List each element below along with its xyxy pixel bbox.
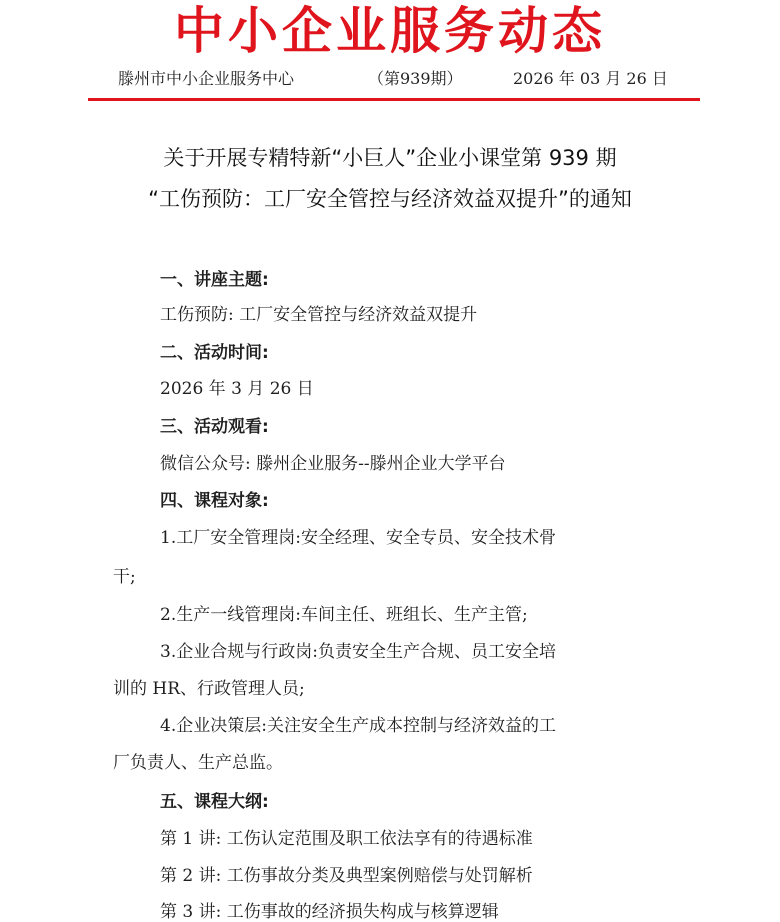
outline-lecture-3: 第 3 讲: 工伤事故的经济损失构成与核算逻辑 <box>160 902 499 922</box>
red-divider <box>88 98 700 101</box>
issue-line <box>118 66 698 92</box>
notice-title-line-2: “工伤预防：工厂安全管控与经济效益双提升”的通知 <box>148 187 632 211</box>
audience-item-1-cont: 干; <box>113 567 136 587</box>
audience-item-2: 2.生产一线管理岗:车间主任、班组长、生产主管; <box>160 605 528 625</box>
issue-date: 2026 年 03 月 26 日 <box>513 69 668 88</box>
issuer-name: 滕州市中小企业服务中心 <box>118 69 295 88</box>
notice-title-line-1: 关于开展专精特新“小巨人”企业小课堂第 939 期 <box>163 146 617 170</box>
issue-number: （第939期） <box>368 69 463 88</box>
section-heading-watch: 三、活动观看: <box>160 417 269 437</box>
outline-lecture-1: 第 1 讲: 工伤认定范围及职工依法享有的待遇标准 <box>160 829 533 849</box>
audience-item-4-cont: 厂负责人、生产总监。 <box>113 753 283 773</box>
masthead-title: 中小企业服务动态 <box>174 2 606 60</box>
audience-item-4: 4.企业决策层:关注安全生产成本控制与经济效益的工 <box>160 716 556 736</box>
section-heading-outline: 五、课程大纲: <box>160 792 269 812</box>
audience-item-3-cont: 训的 HR、行政管理人员; <box>113 679 305 699</box>
section-heading-topic: 一、讲座主题: <box>160 270 269 290</box>
section-heading-audience: 四、课程对象: <box>160 491 269 511</box>
audience-item-1: 1.工厂安全管理岗:安全经理、安全专员、安全技术骨 <box>160 528 556 548</box>
section-heading-time: 二、活动时间: <box>160 343 269 363</box>
section-text-topic: 工伤预防: 工厂安全管控与经济效益双提升 <box>160 305 478 325</box>
section-text-time: 2026 年 3 月 26 日 <box>160 379 314 399</box>
outline-lecture-2: 第 2 讲: 工伤事故分类及典型案例赔偿与处罚解析 <box>160 866 533 886</box>
section-text-watch: 微信公众号: 滕州企业服务--滕州企业大学平台 <box>160 454 506 474</box>
masthead <box>0 0 780 60</box>
audience-item-3: 3.企业合规与行政岗:负责安全生产合规、员工安全培 <box>160 642 556 662</box>
